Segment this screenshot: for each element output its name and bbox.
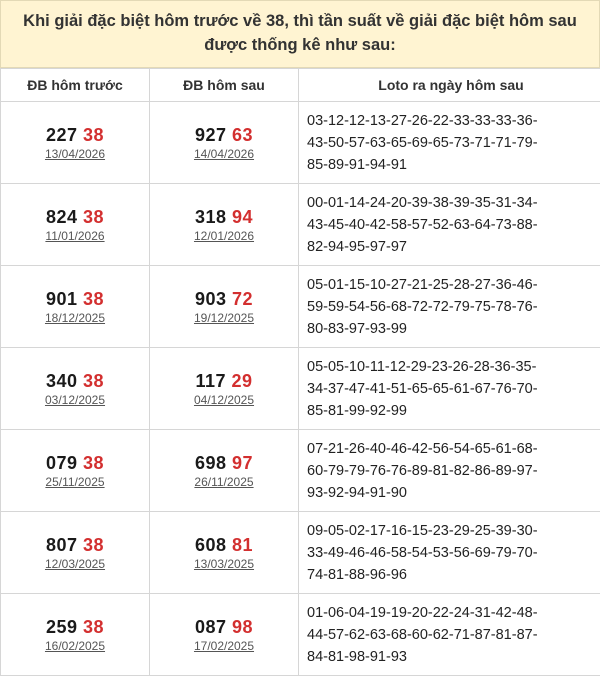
prev-number	[1, 206, 149, 228]
loto-line: 34-37-47-41-51-65-65-61-67-76-70-	[307, 380, 538, 397]
prev-number-head: 824	[45, 206, 78, 227]
next-number	[150, 452, 298, 474]
next-cell	[150, 102, 299, 184]
next-cell	[150, 266, 299, 348]
next-number	[150, 616, 298, 638]
loto-line: 05-05-10-11-12-29-23-26-28-36-35-	[307, 358, 537, 375]
next-date-link[interactable]: 14/04/2026	[193, 146, 255, 161]
prev-number-tail: 38	[83, 288, 105, 309]
table-row	[1, 512, 600, 594]
prev-number-head: 079	[45, 452, 78, 473]
prev-date-link[interactable]: 11/01/2026	[45, 228, 105, 243]
prev-date-link[interactable]: 16/02/2025	[44, 638, 106, 653]
loto-line: 03-12-12-13-27-26-22-33-33-33-36-	[307, 112, 538, 129]
prev-number	[1, 616, 149, 638]
prev-number-head: 901	[45, 288, 78, 309]
loto-line: 44-57-62-63-68-60-62-71-87-81-87-	[307, 626, 538, 643]
next-number-tail: 97	[232, 452, 254, 473]
loto-line: 59-59-54-56-68-72-72-79-75-78-76-	[307, 298, 538, 315]
prev-cell	[1, 266, 150, 348]
loto-line: 85-89-91-94-91	[307, 156, 407, 173]
table-row	[1, 102, 600, 184]
loto-line: 00-01-14-24-20-39-38-39-35-31-34-	[307, 194, 538, 211]
loto-line: 85-81-99-92-99	[307, 402, 407, 419]
prev-date-link[interactable]: 12/03/2025	[44, 556, 106, 571]
loto-cell	[299, 512, 600, 594]
prev-number-head: 259	[45, 616, 78, 637]
next-cell	[150, 430, 299, 512]
table-row	[1, 594, 600, 676]
prev-date-link[interactable]: 25/11/2025	[45, 474, 105, 489]
next-number-tail: 81	[232, 534, 254, 555]
loto-line: 33-49-46-46-58-54-53-56-69-79-70-	[307, 544, 538, 561]
prev-number-head: 227	[45, 124, 78, 145]
loto-line: 60-79-79-76-76-89-81-82-86-89-97-	[307, 462, 538, 479]
next-date-link[interactable]: 17/02/2025	[193, 638, 255, 653]
next-number-tail: 29	[231, 370, 253, 391]
loto-line: 01-06-04-19-19-20-22-24-31-42-48-	[307, 604, 538, 621]
next-number	[150, 206, 298, 228]
next-number-head: 087	[194, 616, 227, 637]
prev-cell	[1, 512, 150, 594]
loto-line: 05-01-15-10-27-21-25-28-27-36-46-	[307, 276, 538, 293]
loto-cell	[299, 266, 600, 348]
stats-table	[0, 68, 600, 676]
prev-number	[1, 288, 149, 310]
next-number-tail: 72	[232, 288, 254, 309]
loto-line: 82-94-95-97-97	[307, 238, 407, 255]
prev-number-tail: 38	[83, 534, 105, 555]
next-number-tail: 63	[232, 124, 254, 145]
header-loto: Loto ra ngày hôm sau	[299, 69, 600, 102]
loto-line: 43-50-57-63-65-69-65-73-71-71-79-	[307, 134, 538, 151]
loto-line: 43-45-40-42-58-57-52-63-64-73-88-	[307, 216, 538, 233]
prev-number	[1, 452, 149, 474]
header-prev: ĐB hôm trước	[1, 69, 150, 102]
next-number	[150, 288, 298, 310]
prev-date-link[interactable]: 13/04/2026	[44, 146, 106, 161]
next-cell	[150, 184, 299, 266]
next-date-link[interactable]: 26/11/2025	[194, 474, 254, 489]
loto-cell	[299, 430, 600, 512]
prev-date-link[interactable]: 18/12/2025	[44, 310, 106, 325]
next-number	[150, 534, 298, 556]
table-row	[1, 266, 600, 348]
prev-number	[1, 124, 149, 146]
next-number-head: 117	[195, 370, 226, 391]
next-number-head: 608	[194, 534, 227, 555]
loto-line: 74-81-88-96-96	[307, 566, 407, 583]
loto-cell	[299, 348, 600, 430]
table-row	[1, 348, 600, 430]
prev-number-tail: 38	[83, 206, 105, 227]
prev-cell	[1, 184, 150, 266]
loto-line: 07-21-26-40-46-42-56-54-65-61-68-	[307, 440, 538, 457]
prev-cell	[1, 348, 150, 430]
loto-cell	[299, 102, 600, 184]
header-next: ĐB hôm sau	[150, 69, 299, 102]
prev-number	[1, 370, 149, 392]
next-cell	[150, 348, 299, 430]
loto-line: 84-81-98-91-93	[307, 648, 407, 665]
loto-cell	[299, 594, 600, 676]
next-number-tail: 98	[232, 616, 254, 637]
next-number-head: 318	[194, 206, 227, 227]
next-number	[150, 370, 298, 392]
table-row	[1, 430, 600, 512]
prev-cell	[1, 102, 150, 184]
prev-date-link[interactable]: 03/12/2025	[44, 392, 106, 407]
table-row	[1, 184, 600, 266]
loto-line: 93-92-94-91-90	[307, 484, 407, 501]
next-date-link[interactable]: 12/01/2026	[193, 228, 255, 243]
prev-number-head: 340	[45, 370, 78, 391]
next-number-head: 903	[194, 288, 227, 309]
loto-line: 09-05-02-17-16-15-23-29-25-39-30-	[307, 522, 538, 539]
prev-cell	[1, 594, 150, 676]
table-header-row	[1, 69, 600, 102]
prev-number	[1, 534, 149, 556]
next-number	[150, 124, 298, 146]
loto-cell	[299, 184, 600, 266]
prev-number-tail: 38	[83, 370, 105, 391]
next-number-tail: 94	[232, 206, 254, 227]
prev-number-tail: 38	[83, 124, 105, 145]
prev-number-head: 807	[45, 534, 78, 555]
prev-number-tail: 38	[83, 616, 105, 637]
next-date-link[interactable]: 19/12/2025	[193, 310, 255, 325]
next-cell	[150, 512, 299, 594]
next-number-head: 698	[194, 452, 227, 473]
prev-number-tail: 38	[83, 452, 105, 473]
next-date-link[interactable]: 13/03/2025	[193, 556, 255, 571]
next-number-head: 927	[194, 124, 227, 145]
next-cell	[150, 594, 299, 676]
prev-cell	[1, 430, 150, 512]
loto-line: 80-83-97-93-99	[307, 320, 407, 337]
next-date-link[interactable]: 04/12/2025	[193, 392, 255, 407]
page-title: Khi giải đặc biệt hôm trước về 38, thì tần suất về giải đặc biệt hôm sau được thống kê như sau:	[0, 0, 600, 68]
